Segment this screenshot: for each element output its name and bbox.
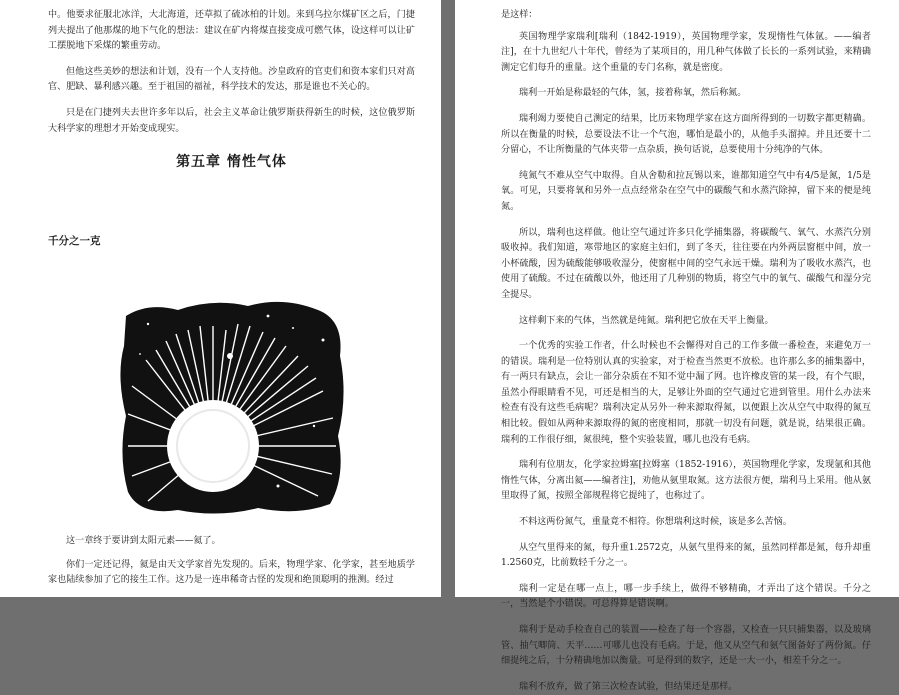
paragraph: 瑞利竭力要使自己测定的结果，比历来物理学家在这方面所得到的一切数字都更精确。所以在衡量的时候，总要设法不让一个气泡，哪怕是最小的，从他手头溜掉。并且还要十二分留心，不让所衡量的气体夹带一点杂质，换句话说，总要使用十分纯净的气体。 [501,113,871,156]
paragraph: 一个优秀的实验工作者，什么时候也不会懈得对自己的工作多做一番检查，来避免万一的错误。瑞利是一位特别认真的实验家，对于检查当然更不放松。也许那么多的捕集器中，有一两只有缺点，会让一部分杂质在不知不觉中漏了网。也许橡皮管的某一段，有个气眼，虽然小得眼睛看不见，可还是相当的大，足够让外面的空气通过它进到管里。用什么办法来检查有没有这些毛病呢？瑞利决定从另外一种来源取得氮，以便跟上次从空气中取得的氮互相比较。假如从两种来源取得的氮的密度相同，那就一切没有问题，就是说，结果很正确。瑞利的工作很仔细，氮很纯，整个实验装置，哪儿也没有毛病。 [501,341,871,445]
sun-illustration [118,296,348,516]
paragraph: 英国物理学家瑞利[瑞利（1842-1919），英国物理学家，发现惰性气体氩。——编者注]，在十九世纪八十年代，曾经为了某项目的，用几种气体做了长长的一系列试验，来精确测定它们每升的重量。这个重量的专门名称，就是密度。 [501,31,871,73]
paragraph: 瑞利有位朋友，化学家拉姆塞[拉姆塞（1852-1916），英国物理化学家，发现氩和其他惰性气体，分离出氦——编者注]，劝他从氨里取氮。这方法很方便，瑞利马上采用。他从氨里取得了氮，按照全部规程将它提纯了，也称过了。 [501,460,871,502]
paragraph: 纯氮气不难从空气中取得。自从舍勒和拉瓦锡以来，谁都知道空气中有4/5是氮，1/5是氧。可见，只要将氧和另外一点点经常杂在空气中的碳酸气和水蒸汽除掉，留下来的便是纯氮。 [501,170,871,212]
left-page [0,0,441,597]
paragraph: 这样剩下来的气体，当然就是纯氮。瑞利把它放在天平上衡量。 [519,315,774,326]
paragraph: 这一章终于要讲到太阳元素——氦了。 [66,536,221,547]
paragraph: 瑞利一定是在哪一点上，哪一步手续上，做得不够精确，才弄出了这个错误。千分之一，当然是个小错误。可总得算是错误啊。 [501,583,871,610]
paragraph: 但他这些美妙的想法和计划，没有一个人支持他。沙皇政府的官吏们和资本家们只对高官、肥缺、暴利感兴趣。至于祖国的福祉，科学技术的发达，那是谁也不关心的。 [48,66,415,93]
paragraph: 所以，瑞利也这样做。他让空气通过许多只化学捕集器，将碳酸气、氧气、水蒸汽分别吸收掉。我们知道，寒带地区的家庭主妇们，到了冬天，往往要在内外两层窗框中间，放一小杯硫酸，因为硫酸能够吸收湿分，使窗框中间的空气永远干燥。瑞利为了吸收水蒸汽，也使用了硫酸。不过在硫酸以外，他还用了几种别的物质，将空气中的氧气、碳酸气和湿分完全提尽。 [501,227,871,300]
paragraph: 中。他要求征服北冰洋，大北海道，还草拟了硫冰柏的计划。来到乌拉尔煤矿区之后，门捷列夫提出了他那煤的地下气化的想法：建议在矿内将煤直接变成可燃气体，设这样可以让矿工摆脱地下采煤的繁重劳动。 [48,10,415,52]
paragraph: 瑞利一开始是称最轻的气体，氢，接着称氧，然后称氮。 [519,88,747,99]
right-page [455,0,899,692]
chapter-title: 第五章 惰性气体 [176,154,287,171]
paragraph: 你们一定还记得，氦是由天文学家首先发现的。后来，物理学家、化学家，甚至地质学家也陆续参加了它的接生工作。这乃是一连串稀奇古怪的发现和绝顶聪明的推测。经过 [48,559,415,586]
paragraph: 只是在门捷列夫去世许多年以后，社会主义革命让俄罗斯获得新生的时候，这位俄罗斯大科学家的理想才开始变成现实。 [48,107,415,134]
paragraph: 瑞利于是动手检查自己的装置——检查了每一个容器，又检查一只只捕集器，以及玻璃管、抽气唧筒、天平……可哪儿也没有毛病。于是，他又从空气和氨气图备好了两份氮。仔细提纯之后，十分精确地加以衡量。可是得到的数字，还是一大一小，相差千分之一。 [501,625,871,667]
paragraph: 是这样： [501,10,538,20]
paragraph: 瑞利不放弃，做了第三次检查试验，但结果还是那样。 [519,681,738,692]
paragraph: 从空气里得来的氮，每升重1.2572克，从氨气里得来的氮，虽然同样都是氮，每升却重1.2560克，比前数轻千分之一。 [501,542,871,569]
section-title: 千分之一克 [48,235,101,248]
paragraph: 不料这两份氮气，重量竟不相符。你想瑞利这时候，该是多么苦恼。 [519,517,792,528]
